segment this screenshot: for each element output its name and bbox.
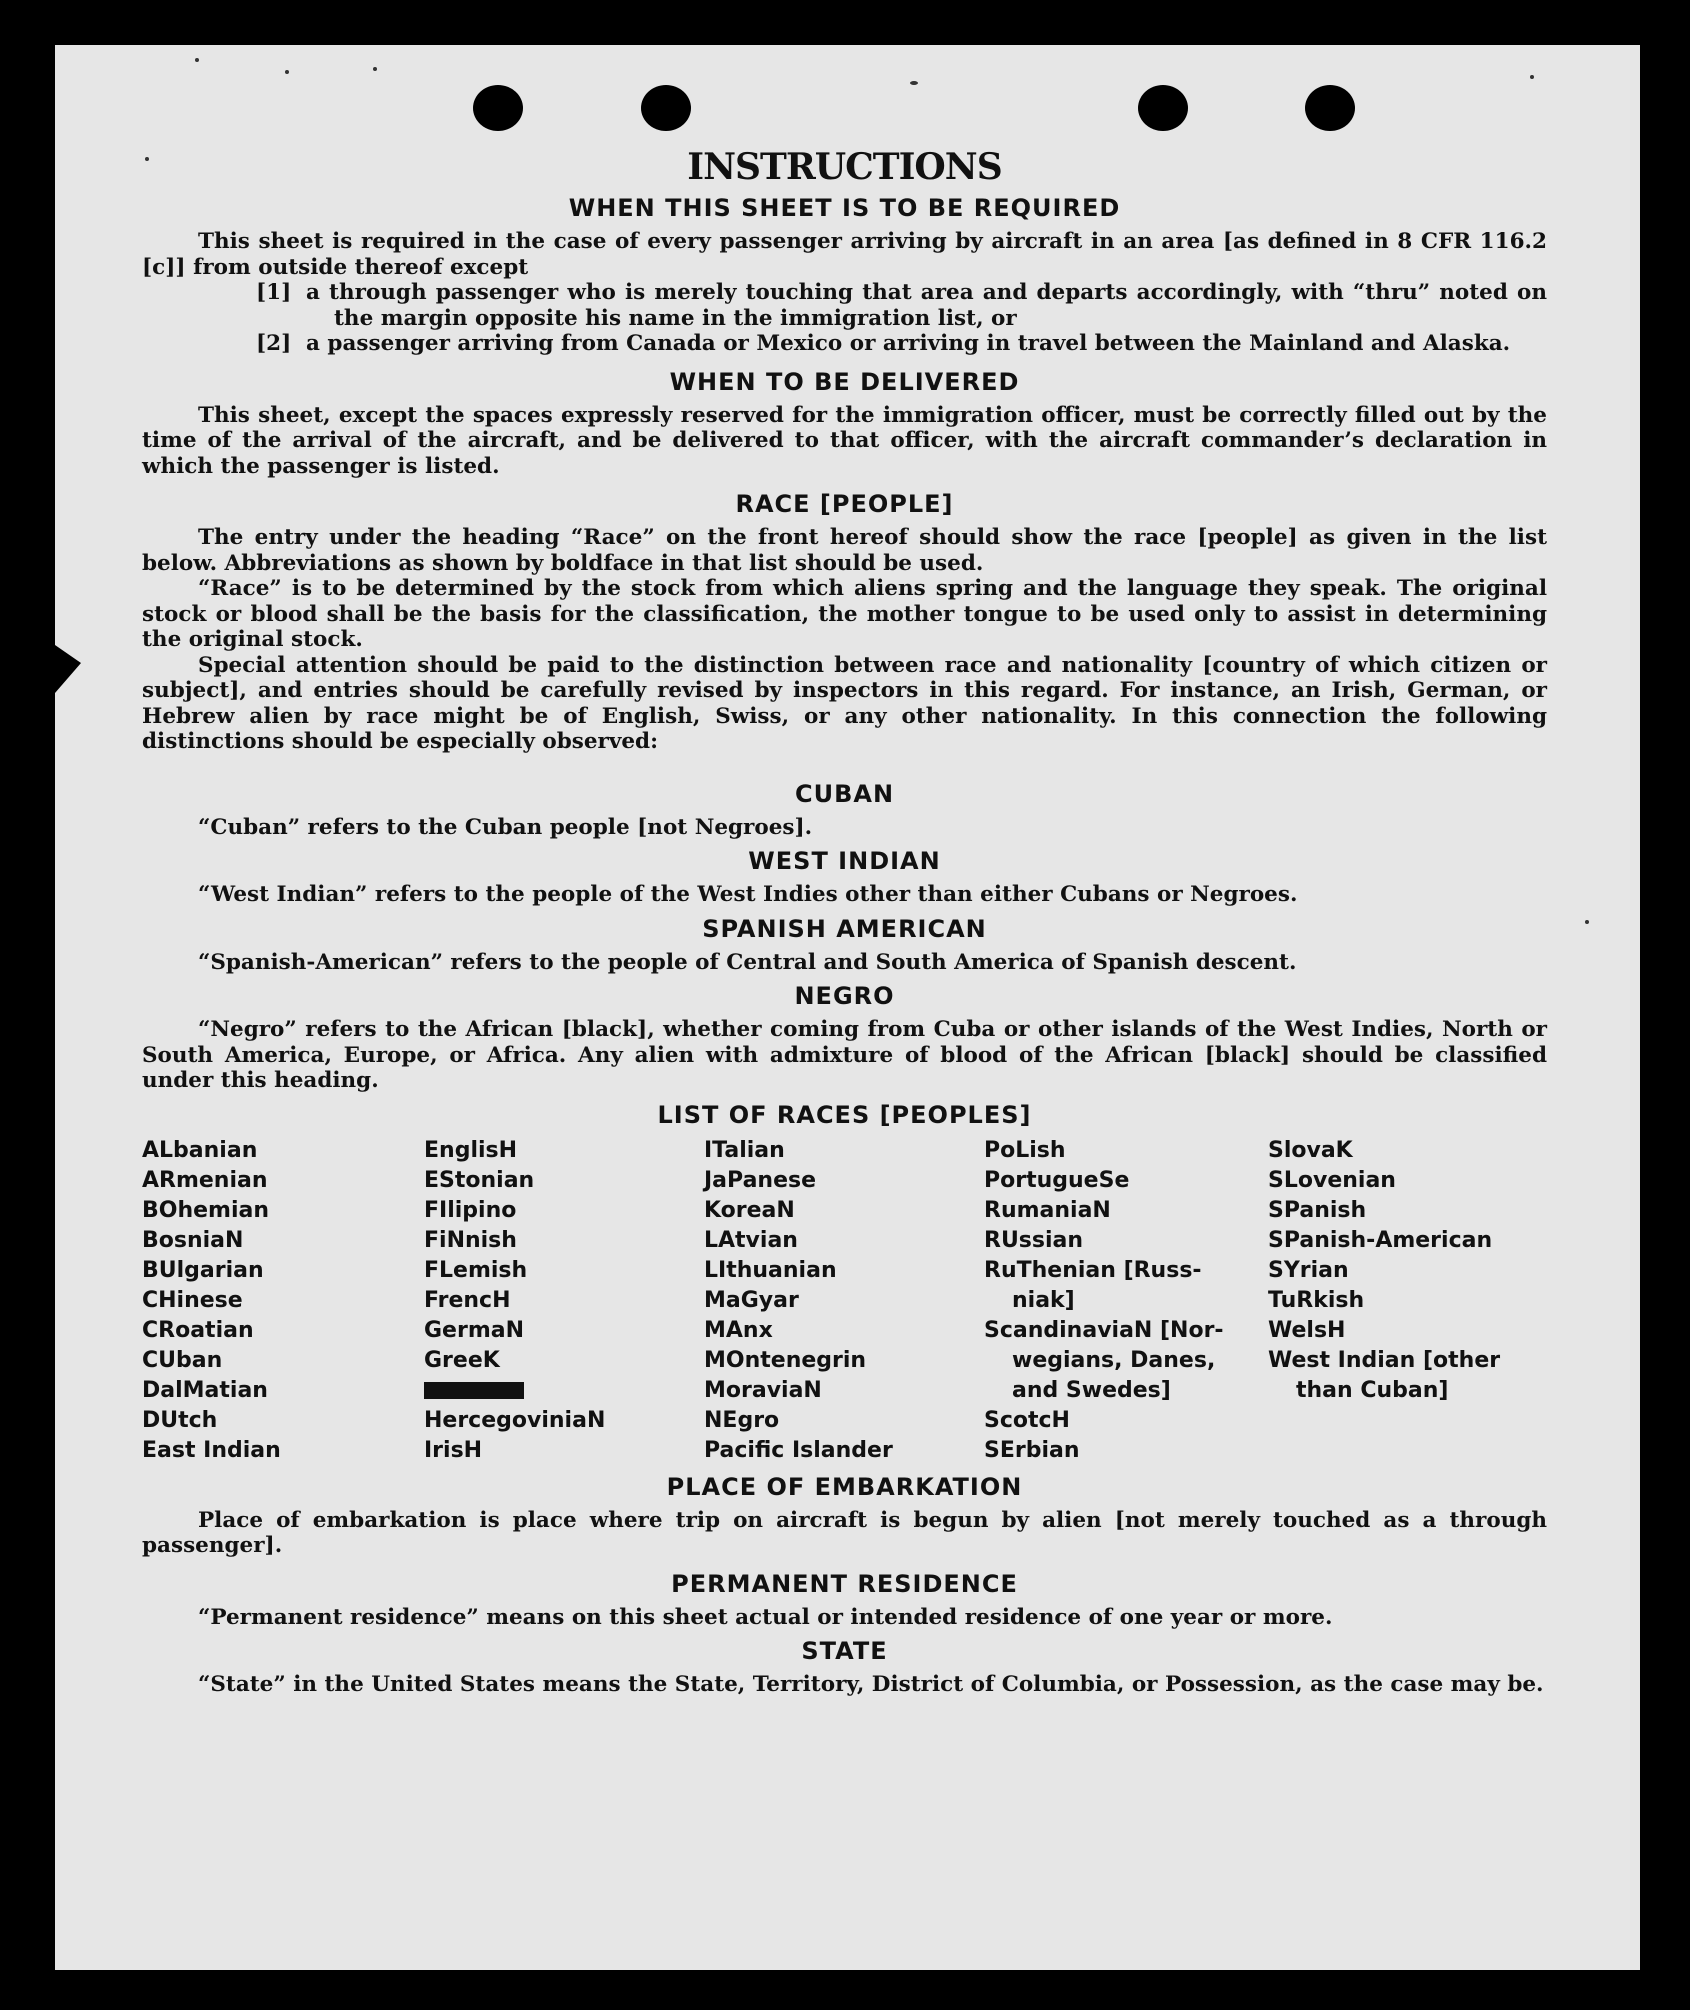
race-entry: PoLish: [984, 1137, 1066, 1163]
race-entry: HercegoviniaN: [424, 1407, 606, 1433]
torn-edge: [55, 645, 81, 693]
race-column-5: [1268, 1136, 1547, 1466]
item-number: [2]: [256, 331, 292, 356]
punch-hole: [473, 85, 523, 131]
race-entry: MoraviaN: [704, 1377, 822, 1403]
race-entry: GermaN: [424, 1317, 525, 1343]
race-entry: than Cuban]: [1296, 1377, 1449, 1403]
speck: [285, 70, 289, 74]
page-title: INSTRUCTIONS: [687, 146, 1002, 188]
race-entry: ScandinaviaN [Nor-: [984, 1317, 1224, 1343]
speck: [1585, 920, 1589, 924]
race-entry: RUssian: [984, 1227, 1084, 1253]
heading-cuban: CUBAN: [794, 779, 895, 808]
heading-required: WHEN THIS SHEET IS TO BE REQUIRED: [568, 194, 1121, 222]
race-entry: SErbian: [984, 1437, 1080, 1463]
race-column-4: [984, 1136, 1268, 1466]
race-entry: West Indian [other: [1268, 1347, 1501, 1373]
punch-hole: [1305, 85, 1355, 131]
redacted-entry: [424, 1376, 704, 1406]
race-entry: FLemish: [424, 1257, 528, 1283]
speck: [910, 81, 918, 85]
race-entry: CHinese: [142, 1287, 243, 1313]
heading-delivered: WHEN TO BE DELIVERED: [669, 367, 1020, 396]
residence-text: “Permanent residence” means on this sheet actual or intended residence of one year or more.: [198, 1604, 1333, 1630]
race-entry: RumaniaN: [984, 1197, 1111, 1223]
race-column-1: [142, 1136, 424, 1466]
race-entry: GreeK: [424, 1347, 500, 1373]
race-entry: niak]: [1012, 1287, 1075, 1313]
race-entry: IrisH: [424, 1437, 483, 1463]
race-list: [142, 1136, 1547, 1466]
race-entry: ALbanian: [142, 1137, 258, 1163]
race-entry: LIthuanian: [704, 1257, 837, 1283]
race-entry: MaGyar: [704, 1287, 799, 1313]
heading-state: STATE: [801, 1637, 888, 1665]
heading-negro: NEGRO: [794, 982, 895, 1010]
race-entry: PortugueSe: [984, 1167, 1130, 1193]
negro-text: “Negro” refers to the African [black], whether coming from Cuba or other islands of the West Indies, North or South America, Europe, or Africa. Any alien with admixture of blood of the African [black] should be classified under this heading.: [142, 1017, 1547, 1093]
document-page: [55, 45, 1640, 1970]
required-intro: This sheet is required in the case of every passenger arriving by aircraft in an area [as defined in 8 CFR 116.2 [c]] from outside thereof except: [142, 229, 1547, 280]
race-paragraph-1: The entry under the heading “Race” on the front hereof should show the race [people] as given in the list below. Abbreviations as shown by boldface in that list should be used.: [142, 525, 1547, 576]
race-entry: RuThenian [Russ-: [984, 1257, 1202, 1283]
speck: [1530, 75, 1534, 79]
race-paragraph-2: “Race” is to be determined by the stock from which aliens spring and the language they speak. The original stock or blood shall be the basis for the classification, the mother tongue to be used only to assist in determining the original stock.: [142, 576, 1547, 652]
race-entry: FiNnish: [424, 1227, 517, 1253]
race-entry: ITalian: [704, 1137, 785, 1163]
west-indian-text: “West Indian” refers to the people of the West Indies other than either Cubans or Negroes.: [198, 882, 1298, 907]
punch-hole: [1138, 85, 1188, 131]
race-entry: TuRkish: [1268, 1287, 1365, 1313]
redaction-bar: [424, 1382, 524, 1399]
spanish-american-text: “Spanish-American” refers to the people of Central and South America of Spanish descent.: [198, 949, 1297, 975]
race-entry: Pacific Islander: [704, 1437, 893, 1463]
race-entry: MOntenegrin: [704, 1347, 867, 1373]
delivered-text: This sheet, except the spaces expressly reserved for the immigration officer, must be correctly filled out by the time of the arrival of the aircraft, and be delivered to that officer, with the aircraft commander’s declaration in which the passenger is listed.: [142, 402, 1547, 479]
race-entry: FrencH: [424, 1287, 511, 1313]
heading-permanent-residence: PERMANENT RESIDENCE: [671, 1569, 1018, 1598]
race-entry: BosniaN: [142, 1227, 244, 1253]
race-entry: ARmenian: [142, 1167, 268, 1193]
race-entry: SLovenian: [1268, 1167, 1396, 1193]
race-entry: EStonian: [424, 1167, 535, 1193]
speck: [373, 67, 377, 71]
race-entry: LAtvian: [704, 1227, 798, 1253]
race-column-2: [424, 1136, 704, 1466]
race-entry: East Indian: [142, 1437, 281, 1463]
race-entry: SlovaK: [1268, 1137, 1353, 1163]
race-entry: wegians, Danes,: [1012, 1347, 1216, 1373]
race-entry: MAnx: [704, 1317, 773, 1343]
item-text: a passenger arriving from Canada or Mexico or arriving in travel between the Mainland and Alaska.: [306, 331, 1511, 356]
embarkation-text: Place of embarkation is place where trip on aircraft is begun by alien [not merely touched as a through passenger].: [142, 1507, 1547, 1558]
heading-spanish-american: SPANISH AMERICAN: [702, 914, 987, 943]
race-entry: ScotcH: [984, 1407, 1070, 1433]
heading-race: RACE [PEOPLE]: [735, 490, 954, 518]
race-entry: BOhemian: [142, 1197, 270, 1223]
race-entry: WelsH: [1268, 1317, 1346, 1343]
heading-embarkation: PLACE OF EMBARKATION: [666, 1472, 1023, 1501]
race-entry: CRoatian: [142, 1317, 254, 1343]
race-entry: EnglisH: [424, 1137, 518, 1163]
race-entry: SPanish-American: [1268, 1227, 1493, 1253]
race-entry: SPanish: [1268, 1197, 1367, 1223]
race-entry: BUlgarian: [142, 1257, 264, 1283]
item-text: a through passenger who is merely touching that area and departs accordingly, with “thru” noted on the margin opposite his name in the immigration list, or: [306, 280, 1547, 331]
race-entry: SYrian: [1268, 1257, 1349, 1283]
punch-hole: [641, 85, 691, 131]
race-entry: DUtch: [142, 1407, 218, 1433]
race-entry: NEgro: [704, 1407, 780, 1433]
race-entry: KoreaN: [704, 1197, 795, 1223]
race-column-3: [704, 1136, 984, 1466]
speck: [145, 157, 149, 161]
race-entry: JaPanese: [704, 1167, 817, 1193]
race-entry: DalMatian: [142, 1377, 268, 1403]
state-text: “State” in the United States means the State, Territory, District of Columbia, or Possession, as the case may be.: [198, 1672, 1544, 1697]
heading-list-of-races: LIST OF RACES [PEOPLES]: [657, 1100, 1032, 1129]
required-item-2: [142, 331, 1547, 357]
race-paragraph-3: Special attention should be paid to the distinction between race and nationality [country of which citizen or subject], and entries should be carefully revised by inspectors in this regard. For instance, an Irish, German, or Hebrew alien by race might be of English, Swiss, or any other nationality. In this connection the following distinctions should be especially observed:: [142, 652, 1547, 754]
race-entry: CUban: [142, 1347, 223, 1373]
heading-west-indian: WEST INDIAN: [748, 847, 941, 875]
instructions-body: [142, 145, 1547, 1698]
race-entry: FIlipino: [424, 1197, 517, 1223]
race-entry: and Swedes]: [1012, 1377, 1171, 1403]
cuban-text: “Cuban” refers to the Cuban people [not Negroes].: [198, 814, 813, 840]
required-item-1: [142, 280, 1547, 331]
item-number: [1]: [256, 280, 292, 305]
speck: [195, 58, 199, 62]
